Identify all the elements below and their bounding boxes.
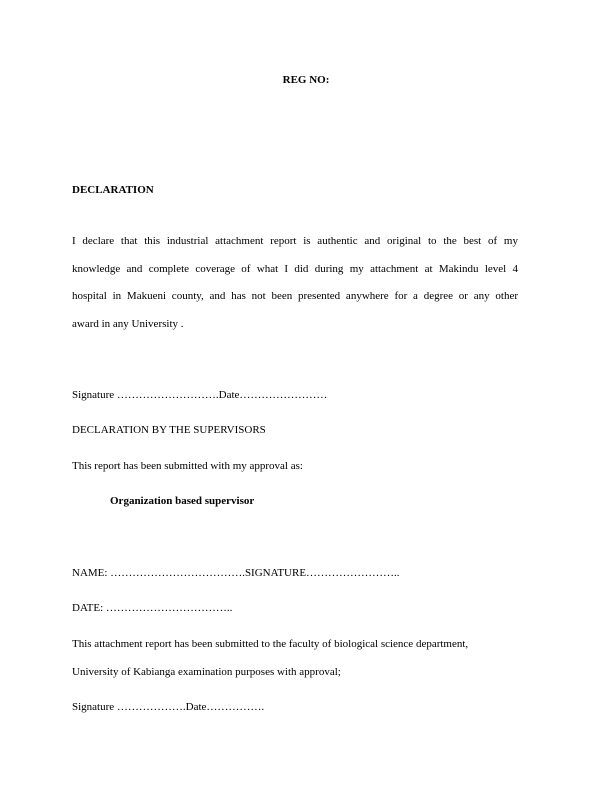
declaration-line-4: award in any University . <box>72 318 184 330</box>
organization-supervisor-label: Organization based supervisor <box>110 495 255 507</box>
name-signature-line: NAME: ……………………………….SIGNATURE…………………….. <box>72 567 400 579</box>
declaration-signature-line: Signature ……………………….Date…………………… <box>72 389 328 401</box>
date-line: DATE: …………………………….. <box>72 602 233 614</box>
supervisors-intro: This report has been submitted with my approval as: <box>72 460 303 472</box>
final-signature-line: Signature ……………….Date……………. <box>72 701 265 713</box>
supervisors-heading: DECLARATION BY THE SUPERVISORS <box>72 424 266 436</box>
faculty-line-2: University of Kabianga examination purposes with approval; <box>72 666 341 678</box>
faculty-line-1: This attachment report has been submitted to the faculty of biological science department, <box>72 638 469 650</box>
declaration-line-3: hospital in Makueni county, and has not been presented anywhere for a degree or any other <box>72 290 518 302</box>
reg-no-heading: REG NO: <box>282 74 330 86</box>
declaration-line-1: I declare that this industrial attachment report is authentic and original to the best of my <box>72 235 518 247</box>
declaration-line-2: knowledge and complete coverage of what I did during my attachment at Makindu level 4 <box>72 263 518 275</box>
declaration-heading: DECLARATION <box>72 184 154 196</box>
